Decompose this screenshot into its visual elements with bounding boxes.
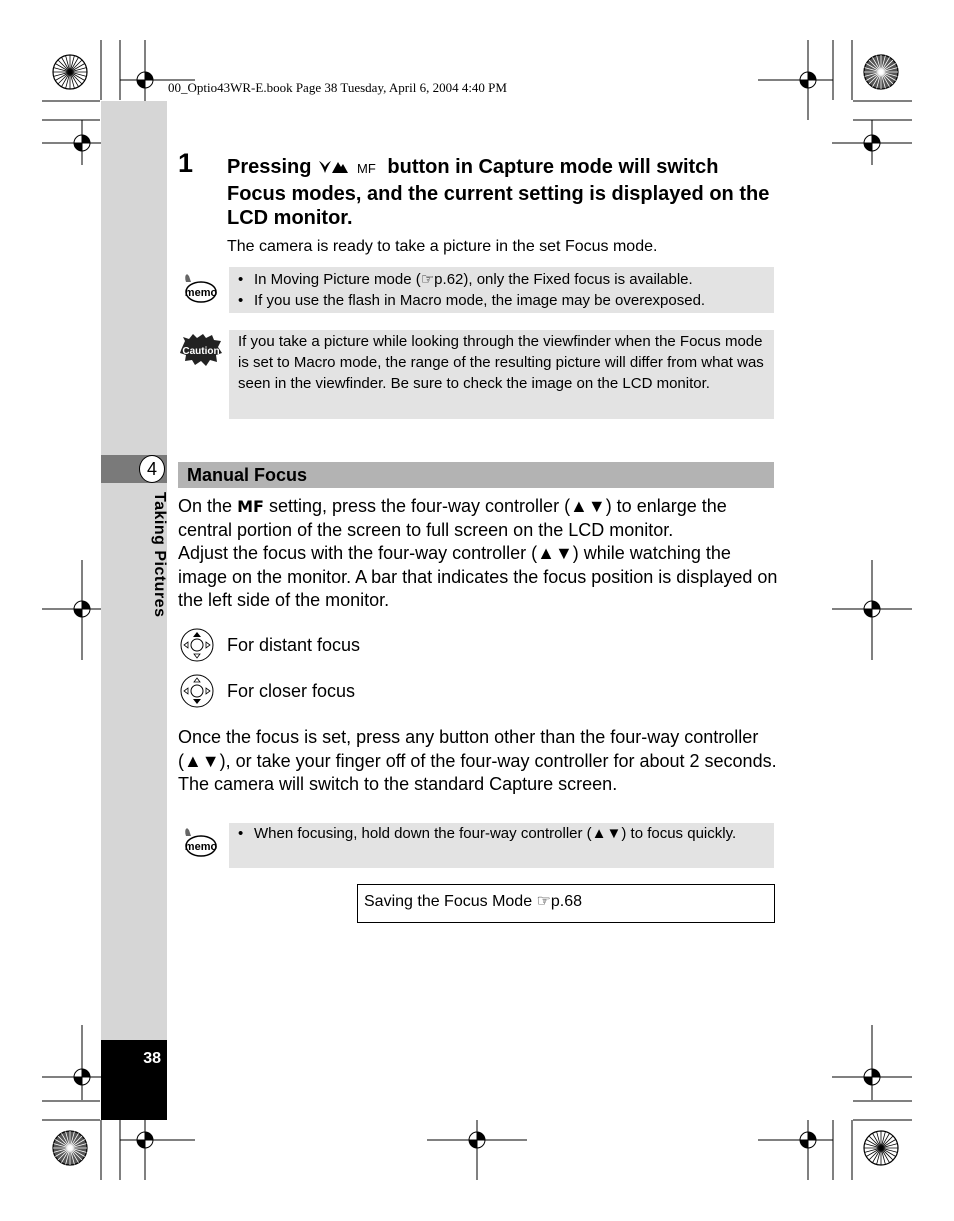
cross-reference-box: Saving the Focus Mode ☞p.68 <box>357 884 775 923</box>
section-heading: Manual Focus <box>178 462 774 488</box>
caution-icon-label: Caution <box>182 346 220 357</box>
control-row-distant <box>179 628 360 662</box>
step-number: 1 <box>178 148 194 178</box>
four-way-up-icon <box>179 627 215 663</box>
memo-icon-label: memo <box>184 841 217 853</box>
chapter-number: 4 <box>139 455 165 483</box>
control-row-closer <box>179 674 355 708</box>
caution-icon <box>179 333 223 372</box>
memo-list <box>229 269 774 311</box>
memo-icon <box>181 272 217 311</box>
control-label: For closer focus <box>227 680 356 701</box>
memo-icon <box>181 826 217 865</box>
para1-cont: Adjust the focus with the four-way controller (▲▼) while watching the image on the monitor. A bar that indicates the focus position is displayed on the left side of the monitor. <box>178 543 778 610</box>
manual-focus-paragraph <box>178 495 778 613</box>
memo-item: • In Moving Picture mode (☞p.62), only the Fixed focus is available. <box>238 269 774 290</box>
focus-mode-icons <box>317 157 357 182</box>
print-header: 00_Optio43WR-E.book Page 38 Tuesday, April 6, 2004 4:40 PM <box>168 80 507 95</box>
mf-symbol: MF <box>237 497 264 516</box>
macro-infinity-icon <box>317 157 357 175</box>
page-number: 38 <box>143 1050 161 1067</box>
memo-box <box>229 823 774 868</box>
step-title-before: Pressing <box>227 156 312 178</box>
manual-focus-paragraph-2: Once the focus is set, press any button other than the four-way controller (▲▼), or take your finger off of the four-way controller for about 2 seconds. The camera will switch to the standard Capture screen. <box>178 727 777 794</box>
four-way-down-icon <box>179 673 215 709</box>
chapter-title: Taking Pictures <box>151 492 168 618</box>
step-body: The camera is ready to take a picture in the set Focus mode. <box>227 238 658 255</box>
memo-item: • When focusing, hold down the four-way controller (▲▼) to focus quickly. <box>238 823 774 844</box>
memo-box <box>229 267 774 313</box>
mf-label: MF <box>357 161 376 176</box>
step-title <box>227 155 772 231</box>
memo-list <box>229 823 774 844</box>
control-label: For distant focus <box>227 634 361 655</box>
memo-icon-label: memo <box>184 287 217 299</box>
step-title-after: button in Capture mode will switch Focus modes, and the current setting is displayed on the LCD monitor. <box>227 156 770 229</box>
para1-rest: setting, press the four-way controller (▲▼) to enlarge the central portion of the screen to full screen on the LCD monitor. <box>178 496 727 540</box>
memo-item: • If you use the flash in Macro mode, the image may be overexposed. <box>238 290 774 311</box>
caution-box: If you take a picture while looking through the viewfinder when the Focus mode is set to Macro mode, the range of the resulting picture will differ from what was seen in the viewfinder. Be sure to check the image on the LCD monitor. <box>229 330 774 419</box>
para1-prefix: On the <box>178 496 233 516</box>
